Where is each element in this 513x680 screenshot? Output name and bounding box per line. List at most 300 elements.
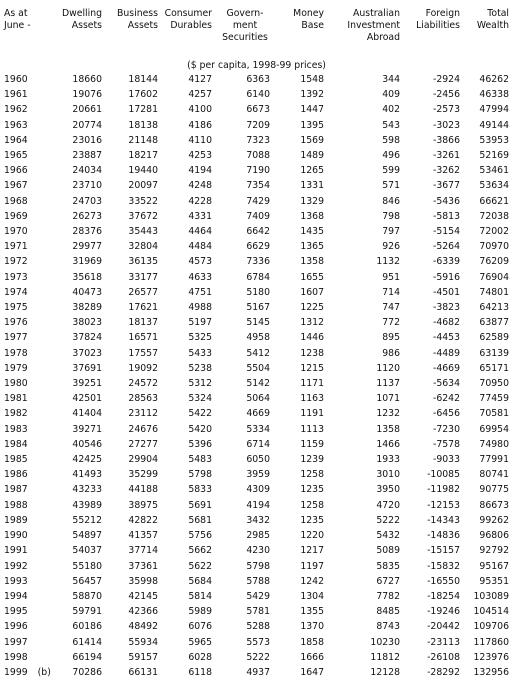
cell-business: 32804 (128, 241, 158, 253)
year-cell (0, 315, 50, 330)
cell-business: 41357 (128, 530, 158, 542)
cell-foreign: -20442 (427, 621, 460, 633)
year-value: 1981 (4, 393, 28, 405)
table-row (0, 604, 513, 619)
cell-consumer: 4751 (188, 286, 212, 298)
year-value: 1985 (4, 454, 28, 466)
year-value: 1980 (4, 378, 28, 390)
cell-foreign: -4501 (432, 286, 460, 298)
cell-consumer: 4257 (188, 89, 212, 101)
cell-consumer: 6076 (188, 621, 212, 633)
cell-australian: 571 (382, 180, 400, 192)
year-cell (0, 437, 50, 452)
cell-foreign: -4453 (432, 332, 460, 344)
cell-consumer: 6028 (188, 651, 212, 663)
year-cell (0, 209, 50, 224)
column-header-money (274, 8, 328, 56)
column-header-foreign (404, 8, 464, 56)
year-value: 1994 (4, 590, 28, 602)
table-row (0, 467, 513, 482)
cell-money: 1655 (300, 271, 324, 283)
cell-foreign: -28292 (427, 666, 460, 678)
cell-consumer: 4573 (188, 256, 212, 268)
year-value: 1966 (4, 165, 28, 177)
year-value: 1976 (4, 317, 28, 329)
year-cell (0, 604, 50, 619)
cell-consumer: 5433 (188, 347, 212, 359)
cell-business: 37672 (128, 210, 158, 222)
cell-government: 7409 (246, 210, 270, 222)
cell-money: 1191 (300, 408, 324, 420)
cell-foreign: -14343 (427, 514, 460, 526)
cell-money: 1239 (300, 454, 324, 466)
cell-government: 7088 (246, 150, 270, 162)
year-cell (0, 87, 50, 102)
cell-money: 1258 (300, 469, 324, 481)
table-row (0, 300, 513, 315)
year-value: 1972 (4, 256, 28, 268)
cell-money: 1304 (300, 590, 324, 602)
cell-consumer: 5420 (188, 423, 212, 435)
cell-total: 70970 (479, 241, 509, 253)
cell-consumer: 4331 (188, 210, 212, 222)
cell-foreign: -6456 (432, 408, 460, 420)
cell-australian: 5089 (376, 545, 400, 557)
cell-government: 6140 (246, 89, 270, 101)
cell-dwelling: 24034 (72, 165, 102, 177)
cell-australian: 747 (382, 302, 400, 314)
cell-consumer: 5965 (188, 636, 212, 648)
cell-government: 6642 (246, 226, 270, 238)
cell-total: 65171 (479, 362, 509, 374)
year-footnote: (b) (37, 666, 51, 678)
cell-dwelling: 66194 (72, 651, 102, 663)
cell-money: 1238 (300, 347, 324, 359)
cell-money: 1446 (300, 332, 324, 344)
cell-consumer: 4248 (188, 180, 212, 192)
cell-business: 17602 (128, 89, 158, 101)
table-row (0, 437, 513, 452)
year-value: 1970 (4, 226, 28, 238)
cell-australian: 5835 (376, 560, 400, 572)
year-value: 1983 (4, 423, 28, 435)
cell-business: 17621 (128, 302, 158, 314)
year-cell (0, 163, 50, 178)
column-header-as_at (0, 8, 50, 56)
cell-foreign: -12153 (427, 499, 460, 511)
cell-dwelling: 41493 (72, 469, 102, 481)
cell-dwelling: 23016 (72, 134, 102, 146)
cell-australian: 797 (382, 226, 400, 238)
cell-foreign: -4669 (432, 362, 460, 374)
cell-consumer: 5422 (188, 408, 212, 420)
cell-money: 1235 (300, 514, 324, 526)
cell-business: 28563 (128, 393, 158, 405)
cell-consumer: 5684 (188, 575, 212, 587)
cell-government: 7429 (246, 195, 270, 207)
cell-money: 1358 (300, 256, 324, 268)
cell-money: 1368 (300, 210, 324, 222)
year-value: 1967 (4, 180, 28, 192)
year-cell (0, 330, 50, 345)
cell-government: 6784 (246, 271, 270, 283)
table-row (0, 133, 513, 148)
cell-business: 27277 (128, 438, 158, 450)
table-row (0, 574, 513, 589)
cell-business: 29904 (128, 454, 158, 466)
cell-money: 1217 (300, 545, 324, 557)
column-header-line: Abroad (366, 32, 400, 43)
cell-australian: 8743 (376, 621, 400, 633)
cell-money: 1171 (300, 378, 324, 390)
cell-foreign: -15157 (427, 545, 460, 557)
cell-government: 3432 (246, 514, 270, 526)
cell-total: 132956 (473, 666, 509, 678)
year-cell (0, 72, 50, 87)
cell-foreign: -23113 (427, 636, 460, 648)
cell-total: 99262 (479, 514, 509, 526)
cell-australian: 951 (382, 271, 400, 283)
cell-consumer: 5691 (188, 499, 212, 511)
cell-total: 80741 (479, 469, 509, 481)
cell-total: 103089 (473, 590, 509, 602)
year-cell (0, 589, 50, 604)
cell-australian: 10230 (370, 636, 400, 648)
cell-government: 5288 (246, 621, 270, 633)
cell-total: 53634 (479, 180, 509, 192)
cell-government: 5429 (246, 590, 270, 602)
table-row (0, 589, 513, 604)
cell-government: 7323 (246, 134, 270, 146)
table-row (0, 635, 513, 650)
cell-foreign: -3261 (432, 150, 460, 162)
cell-consumer: 4186 (188, 119, 212, 131)
cell-foreign: -3262 (432, 165, 460, 177)
year-value: 1971 (4, 241, 28, 253)
year-cell (0, 194, 50, 209)
table-row (0, 315, 513, 330)
cell-australian: 772 (382, 317, 400, 329)
cell-government: 6050 (246, 454, 270, 466)
cell-total: 66621 (479, 195, 509, 207)
cell-total: 77991 (479, 454, 509, 466)
cell-business: 48492 (128, 621, 158, 633)
cell-total: 109706 (473, 621, 509, 633)
cell-total: 46338 (479, 89, 509, 101)
cell-total: 63877 (479, 317, 509, 329)
column-header-line: Investment (347, 20, 400, 31)
cell-australian: 1466 (376, 438, 400, 450)
year-cell (0, 422, 50, 437)
column-header-line: Total (487, 8, 509, 19)
year-cell (0, 574, 50, 589)
cell-dwelling: 39251 (72, 378, 102, 390)
year-cell (0, 270, 50, 285)
cell-total: 74980 (479, 438, 509, 450)
cell-business: 42366 (128, 606, 158, 618)
cell-money: 1647 (300, 666, 324, 678)
column-header-total (464, 8, 513, 56)
year-value: 1996 (4, 621, 28, 633)
cell-government: 4309 (246, 484, 270, 496)
cell-australian: 895 (382, 332, 400, 344)
table-row (0, 118, 513, 133)
year-value: 1968 (4, 195, 28, 207)
cell-business: 35998 (128, 575, 158, 587)
year-cell (0, 482, 50, 497)
cell-dwelling: 37824 (72, 332, 102, 344)
cell-australian: 926 (382, 241, 400, 253)
cell-dwelling: 37691 (72, 362, 102, 374)
cell-dwelling: 24703 (72, 195, 102, 207)
year-value: 1986 (4, 469, 28, 481)
year-value: 1974 (4, 286, 28, 298)
cell-foreign: -14836 (427, 530, 460, 542)
cell-dwelling: 20774 (72, 119, 102, 131)
year-cell (0, 239, 50, 254)
column-header-government (216, 8, 274, 56)
year-cell (0, 178, 50, 193)
cell-government: 4958 (246, 332, 270, 344)
cell-business: 36135 (128, 256, 158, 268)
cell-foreign: -15832 (427, 560, 460, 572)
year-value: 1982 (4, 408, 28, 420)
table-row (0, 239, 513, 254)
cell-total: 52169 (479, 150, 509, 162)
column-header-line: Base (301, 20, 324, 31)
table-row (0, 163, 513, 178)
cell-australian: 986 (382, 347, 400, 359)
table-row (0, 346, 513, 361)
year-value: 1989 (4, 514, 28, 526)
cell-consumer: 5325 (188, 332, 212, 344)
cell-consumer: 4988 (188, 302, 212, 314)
table-row (0, 452, 513, 467)
cell-total: 76209 (479, 256, 509, 268)
cell-business: 17281 (128, 104, 158, 116)
cell-dwelling: 61414 (72, 636, 102, 648)
year-value: 1963 (4, 119, 28, 131)
cell-total: 49144 (479, 119, 509, 131)
cell-foreign: -3677 (432, 180, 460, 192)
cell-foreign: -11982 (427, 484, 460, 496)
cell-business: 21148 (128, 134, 158, 146)
table-row (0, 361, 513, 376)
cell-foreign: -5634 (432, 378, 460, 390)
cell-business: 23112 (128, 408, 158, 420)
cell-government: 5412 (246, 347, 270, 359)
cell-consumer: 5238 (188, 362, 212, 374)
cell-money: 1159 (300, 438, 324, 450)
cell-business: 18137 (128, 317, 158, 329)
cell-government: 7209 (246, 119, 270, 131)
table-row (0, 87, 513, 102)
cell-consumer: 5324 (188, 393, 212, 405)
cell-business: 18138 (128, 119, 158, 131)
cell-foreign: -18254 (427, 590, 460, 602)
cell-total: 64213 (479, 302, 509, 314)
cell-consumer: 4127 (188, 74, 212, 85)
column-header-australian (328, 8, 404, 56)
column-header-line: As at (4, 8, 28, 19)
cell-money: 1370 (300, 621, 324, 633)
cell-total: 63139 (479, 347, 509, 359)
cell-money: 1331 (300, 180, 324, 192)
cell-total: 90775 (479, 484, 509, 496)
cell-foreign: -5264 (432, 241, 460, 253)
cell-foreign: -6242 (432, 393, 460, 405)
cell-money: 1666 (300, 651, 324, 663)
table-row (0, 422, 513, 437)
cell-dwelling: 38289 (72, 302, 102, 314)
cell-australian: 496 (382, 150, 400, 162)
cell-australian: 1232 (376, 408, 400, 420)
cell-government: 4194 (246, 499, 270, 511)
cell-total: 117860 (473, 636, 509, 648)
cell-government: 4937 (246, 666, 270, 678)
year-cell (0, 619, 50, 634)
year-cell (0, 513, 50, 528)
year-value: 1962 (4, 104, 28, 116)
cell-money: 1489 (300, 150, 324, 162)
cell-australian: 344 (382, 74, 400, 85)
cell-foreign: -3023 (432, 119, 460, 131)
cell-government: 6714 (246, 438, 270, 450)
header-row (0, 8, 513, 56)
cell-government: 5180 (246, 286, 270, 298)
cell-government: 5145 (246, 317, 270, 329)
cell-government: 4230 (246, 545, 270, 557)
year-cell (0, 498, 50, 513)
cell-dwelling: 35618 (72, 271, 102, 283)
table-row (0, 178, 513, 193)
cell-total: 70581 (479, 408, 509, 420)
cell-consumer: 4194 (188, 165, 212, 177)
year-cell (0, 224, 50, 239)
cell-consumer: 5798 (188, 469, 212, 481)
cell-business: 17557 (128, 347, 158, 359)
cell-money: 1235 (300, 484, 324, 496)
year-cell (0, 391, 50, 406)
cell-foreign: -16550 (427, 575, 460, 587)
cell-foreign: -5813 (432, 210, 460, 222)
cell-dwelling: 55212 (72, 514, 102, 526)
cell-business: 33522 (128, 195, 158, 207)
cell-business: 33177 (128, 271, 158, 283)
cell-consumer: 4464 (188, 226, 212, 238)
cell-consumer: 5681 (188, 514, 212, 526)
cell-dwelling: 59791 (72, 606, 102, 618)
cell-foreign: -19246 (427, 606, 460, 618)
cell-business: 24676 (128, 423, 158, 435)
cell-government: 6363 (246, 74, 270, 85)
cell-total: 86673 (479, 499, 509, 511)
cell-australian: 1120 (376, 362, 400, 374)
cell-dwelling: 20661 (72, 104, 102, 116)
cell-government: 5334 (246, 423, 270, 435)
table-row (0, 224, 513, 239)
year-cell (0, 665, 50, 680)
year-cell (0, 300, 50, 315)
table-row (0, 209, 513, 224)
year-value: 1975 (4, 302, 28, 314)
cell-money: 1113 (300, 423, 324, 435)
cell-government: 6673 (246, 104, 270, 116)
table-row (0, 650, 513, 665)
cell-total: 123976 (473, 651, 509, 663)
table-row (0, 498, 513, 513)
year-value: 1998 (4, 651, 28, 663)
cell-business: 59157 (128, 651, 158, 663)
cell-foreign: -2573 (432, 104, 460, 116)
cell-government: 5142 (246, 378, 270, 390)
cell-dwelling: 23887 (72, 150, 102, 162)
cell-government: 5781 (246, 606, 270, 618)
year-cell (0, 650, 50, 665)
column-header-line: Money (293, 8, 324, 19)
cell-australian: 402 (382, 104, 400, 116)
cell-money: 1858 (300, 636, 324, 648)
cell-total: 95167 (479, 560, 509, 572)
cell-australian: 1358 (376, 423, 400, 435)
column-header-dwelling (50, 8, 106, 56)
cell-money: 1329 (300, 195, 324, 207)
cell-foreign: -6339 (432, 256, 460, 268)
column-header-line: Business (117, 8, 158, 19)
cell-dwelling: 58870 (72, 590, 102, 602)
cell-money: 1197 (300, 560, 324, 572)
cell-government: 3959 (246, 469, 270, 481)
column-header-line: Assets (71, 20, 102, 31)
cell-dwelling: 23710 (72, 180, 102, 192)
year-value: 1997 (4, 636, 28, 648)
cell-australian: 599 (382, 165, 400, 177)
cell-total: 46262 (479, 74, 509, 85)
cell-total: 69954 (479, 423, 509, 435)
cell-total: 53953 (479, 134, 509, 146)
cell-foreign: -2456 (432, 89, 460, 101)
cell-consumer: 5483 (188, 454, 212, 466)
cell-australian: 3010 (376, 469, 400, 481)
cell-australian: 3950 (376, 484, 400, 496)
cell-total: 104514 (473, 606, 509, 618)
cell-australian: 1132 (376, 256, 400, 268)
cell-consumer: 5622 (188, 560, 212, 572)
cell-total: 72038 (479, 210, 509, 222)
cell-money: 1569 (300, 134, 324, 146)
column-header-consumer (162, 8, 216, 56)
table-row (0, 619, 513, 634)
column-header-line: Securities (222, 32, 268, 43)
cell-foreign: -26108 (427, 651, 460, 663)
cell-money: 1548 (300, 74, 324, 85)
cell-business: 35299 (128, 469, 158, 481)
cell-government: 7336 (246, 256, 270, 268)
cell-consumer: 5833 (188, 484, 212, 496)
cell-business: 37714 (128, 545, 158, 557)
column-header-line: Consumer (164, 8, 212, 19)
year-value: 1977 (4, 332, 28, 344)
cell-australian: 8485 (376, 606, 400, 618)
cell-consumer: 5756 (188, 530, 212, 542)
cell-australian: 7782 (376, 590, 400, 602)
cell-total: 77459 (479, 393, 509, 405)
cell-consumer: 4253 (188, 150, 212, 162)
cell-business: 42145 (128, 590, 158, 602)
cell-dwelling: 54897 (72, 530, 102, 542)
year-value: 1992 (4, 560, 28, 572)
cell-money: 1258 (300, 499, 324, 511)
